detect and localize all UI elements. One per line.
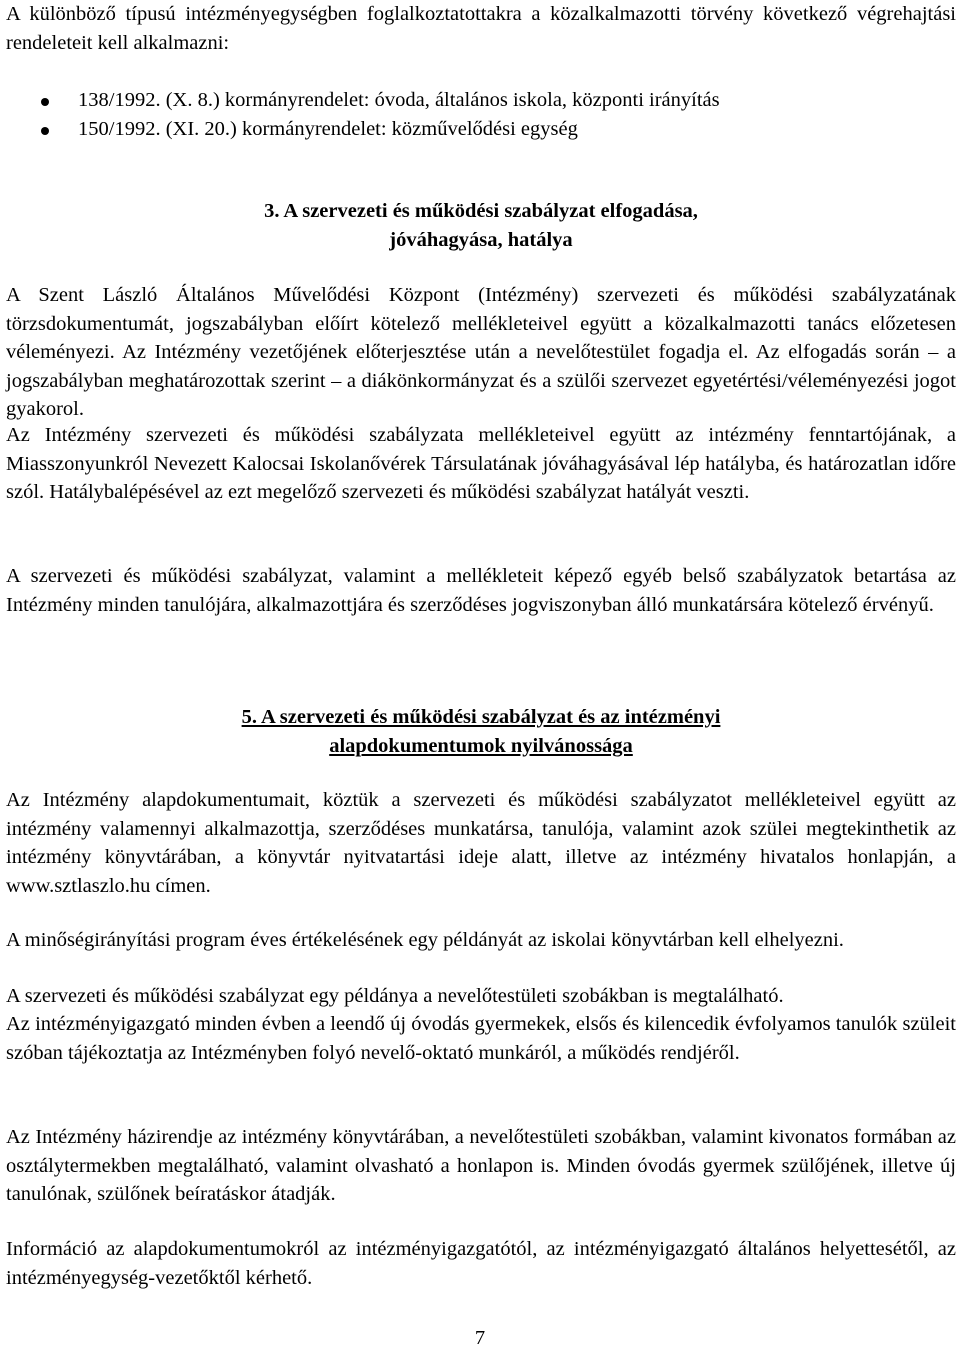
section-heading-line: jóváhagyása, hatálya: [389, 228, 573, 251]
list-item: [6, 86, 956, 115]
section-3-heading: [6, 197, 956, 254]
section-heading-line: alapdokumentumok nyilvánossága: [329, 734, 633, 757]
section-5-paragraph-5: Az Intézmény házirendje az intézmény könyvtárában, a nevelőtestületi szobákban, valamint kivonatos formában az osztálytermekben megtalálható, valamint olvasható a honlapon is. Minden óvodás gyermek szülőjének, illetve új tanulónak, szülőnek beíratáskor átadják.: [6, 1126, 956, 1206]
list-item-text: 138/1992. (X. 8.) kormányrendelet: óvoda, általános iskola, központi irányítás: [78, 89, 720, 111]
section-3-paragraph-1: A Szent László Általános Művelődési Központ (Intézmény) szervezeti és működési szabályzatának törzsdokumentumát, jogszabályban előírt kötelező mellékleteivel együtt a közalkalmazotti tanács előzetesen véleményezi. Az Intézmény vezetőjének előterjesztése után a nevelőtestület fogadja el. Az elfogadás során – a jogszabályban meghatározottak szerint – a diákönkormányzat és a szülői szervezet egyetértési/véleményezési jogot gyakorol.: [6, 284, 956, 421]
list-item-text: 150/1992. (XI. 20.) kormányrendelet: közművelődési egység: [78, 117, 578, 140]
intro-paragraph: A különböző típusú intézményegységben foglalkoztatottakra a közalkalmazotti törvény következő végrehajtási rendeleteit kell alkalmazni:: [6, 3, 956, 54]
section-heading-line: 3. A szervezeti és működési szabályzat elfogadása,: [264, 200, 698, 222]
bullet-icon: [41, 127, 49, 135]
section-5-paragraph-2: A minőségirányítási program éves értékelésének egy példányát az iskolai könyvtárban kell elhelyezni.: [6, 929, 844, 951]
list-item: [6, 115, 956, 144]
section-3-paragraph-2: Az Intézmény szervezeti és működési szabályzata mellékleteivel együtt az intézmény fenntartójának, a Miasszonyunkról Nevezett Kalocsai Iskolanővérek Társulatának jóváhagyásával lép hatályba, és határozatlan időre szól. Hatálybalépésével az ezt megelőző szervezeti és működési szabályzat hatályát veszti.: [6, 424, 956, 504]
page-number: 7: [474, 1327, 486, 1349]
section-3-paragraph-3: A szervezeti és működési szabályzat, valamint a mellékleteit képező egyéb belső szabályzatok betartása az Intézmény minden tanulójára, alkalmazottjára és szerződéses jogviszonyban álló munkatársára kötelező érvényű.: [6, 565, 956, 616]
section-heading-line: 5. A szervezeti és működési szabályzat és az intézményi: [241, 706, 721, 728]
section-5-paragraph-4: Az intézményigazgató minden évben a leendő új óvodás gyermekek, elsős és kilencedik évfolyamos tanulók szüleit szóban tájékoztatja az Intézményben folyó nevelő-oktató munkáról, a működés rendjéről.: [6, 1013, 956, 1064]
regulation-list: [6, 86, 956, 143]
section-5-heading: [6, 703, 956, 760]
section-5-paragraph-3: A szervezeti és működési szabályzat egy példánya a nevelőtestületi szobákban is megtalálható.: [6, 985, 784, 1007]
bullet-icon: [41, 98, 49, 106]
section-5-paragraph-6: Információ az alapdokumentumokról az intézményigazgatótól, az intézményigazgató általános helyettesétől, az intézményegység-vezetőktől kérhető.: [6, 1238, 956, 1289]
section-5-paragraph-1: Az Intézmény alapdokumentumait, köztük a szervezeti és működési szabályzatot mellékleteivel együtt az intézmény valamennyi alkalmazottja, szerződéses munkatársa, tanulója, valamint azok szülei megtekinthetik az intézmény könyvtárában, a könyvtár nyitvatartási ideje alatt, illetve az intézmény hivatalos honlapján, a www.sztlaszlo.hu címen.: [6, 789, 956, 897]
